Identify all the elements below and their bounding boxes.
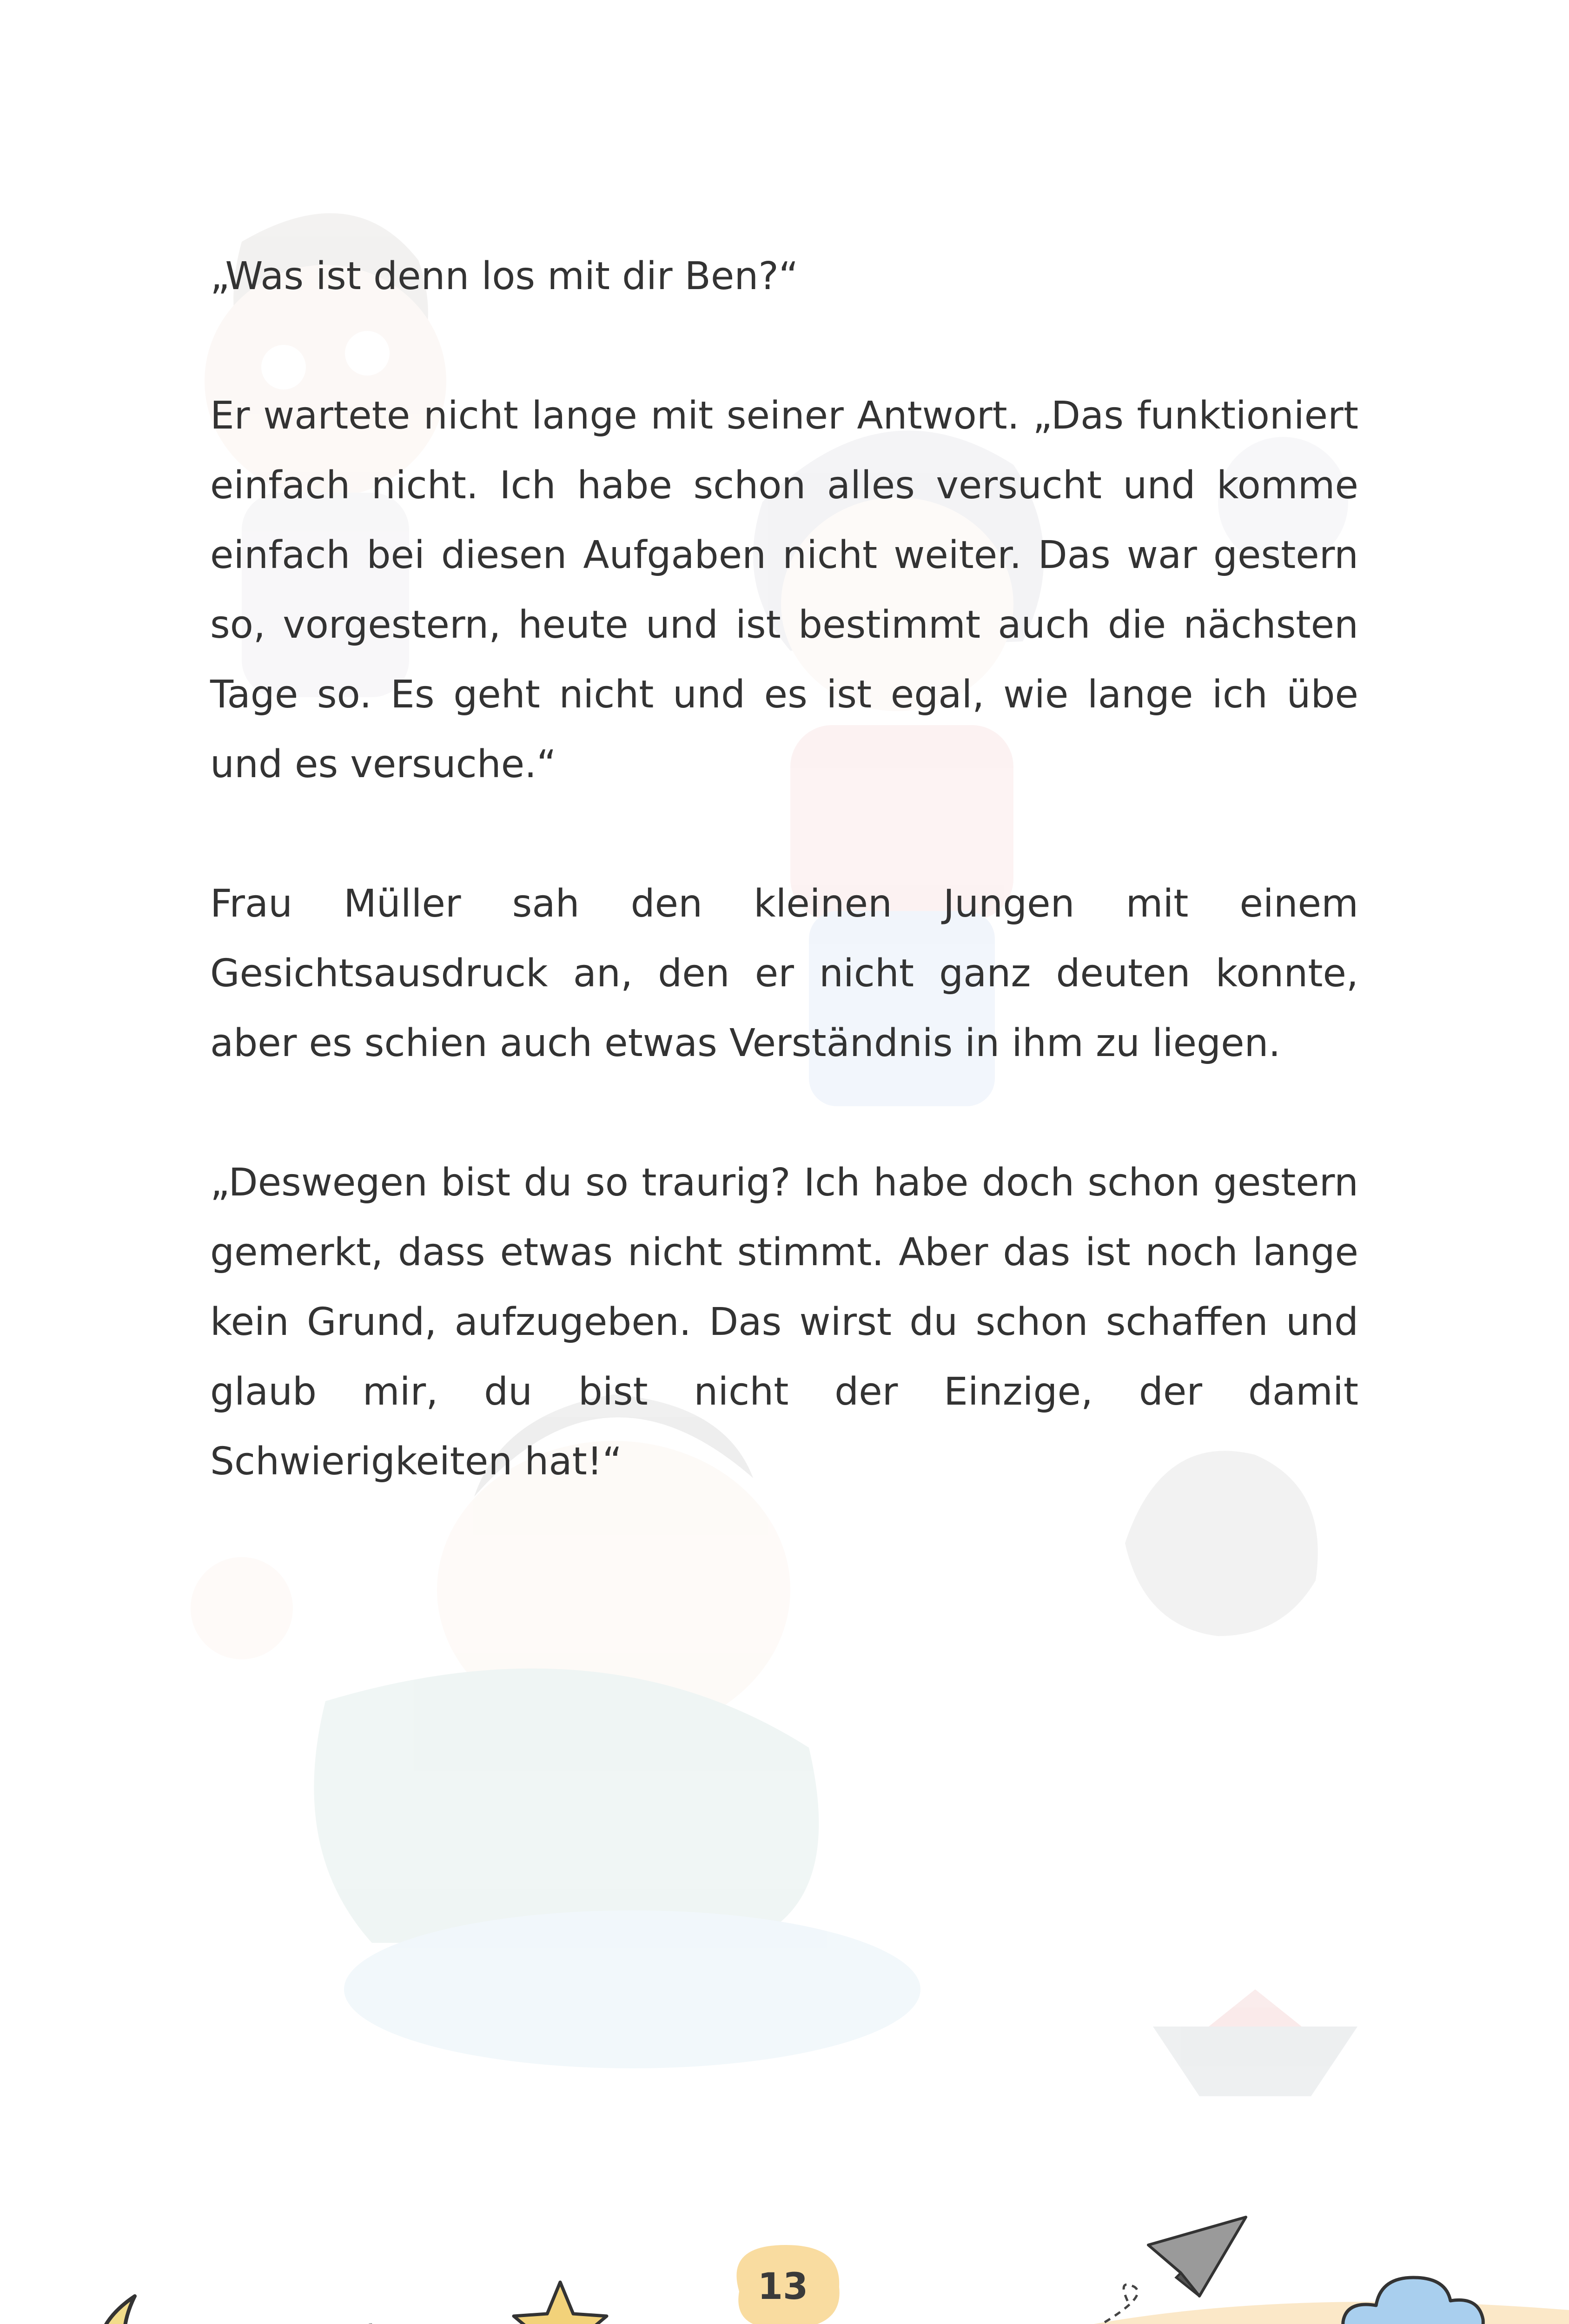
page-number-text: 13	[757, 2266, 808, 2308]
paper-plane-icon	[948, 2217, 1246, 2324]
page-number	[725, 2245, 841, 2324]
paragraph-question: „Was ist denn los mit dir Ben?“	[210, 254, 799, 298]
story-text	[210, 242, 1358, 1566]
paragraph-encouragement: „Deswegen bist du so traurig? Ich habe doch schon gestern gemerkt, dass etwas nicht stimmt. Aber das ist noch lange kein Grund, aufzugeben. Das wirst du schon schaffen und glaub mir, du bist nicht der Einzige, der damit Schwierigkeiten hat!“	[210, 1161, 1358, 1484]
moon-icon	[98, 2296, 214, 2324]
cloud-icon	[1343, 2278, 1483, 2324]
paragraph-frau-mueller: Frau Müller sah den kleinen Jungen mit einem Gesichtsausdruck an, den er nicht ganz deuten konnte, aber es schien auch etwas Verständnis in ihm zu liegen.	[210, 882, 1358, 1065]
paper-boat-illustration	[1153, 1989, 1357, 2096]
rocket-icon	[305, 2308, 450, 2324]
star-icon	[514, 2282, 607, 2324]
paragraph-ben-answer: Er wartete nicht lange mit seiner Antwort. „Das funktioniert einfach nicht. Ich habe schon alles versucht und komme einfach bei diesen Aufgaben nicht weiter. Das war gestern so, vorgestern, heute und ist bestimmt auch die nächsten Tage so. Es geht nicht und es ist egal, wie lange ich übe und es versuche.“	[210, 394, 1358, 786]
